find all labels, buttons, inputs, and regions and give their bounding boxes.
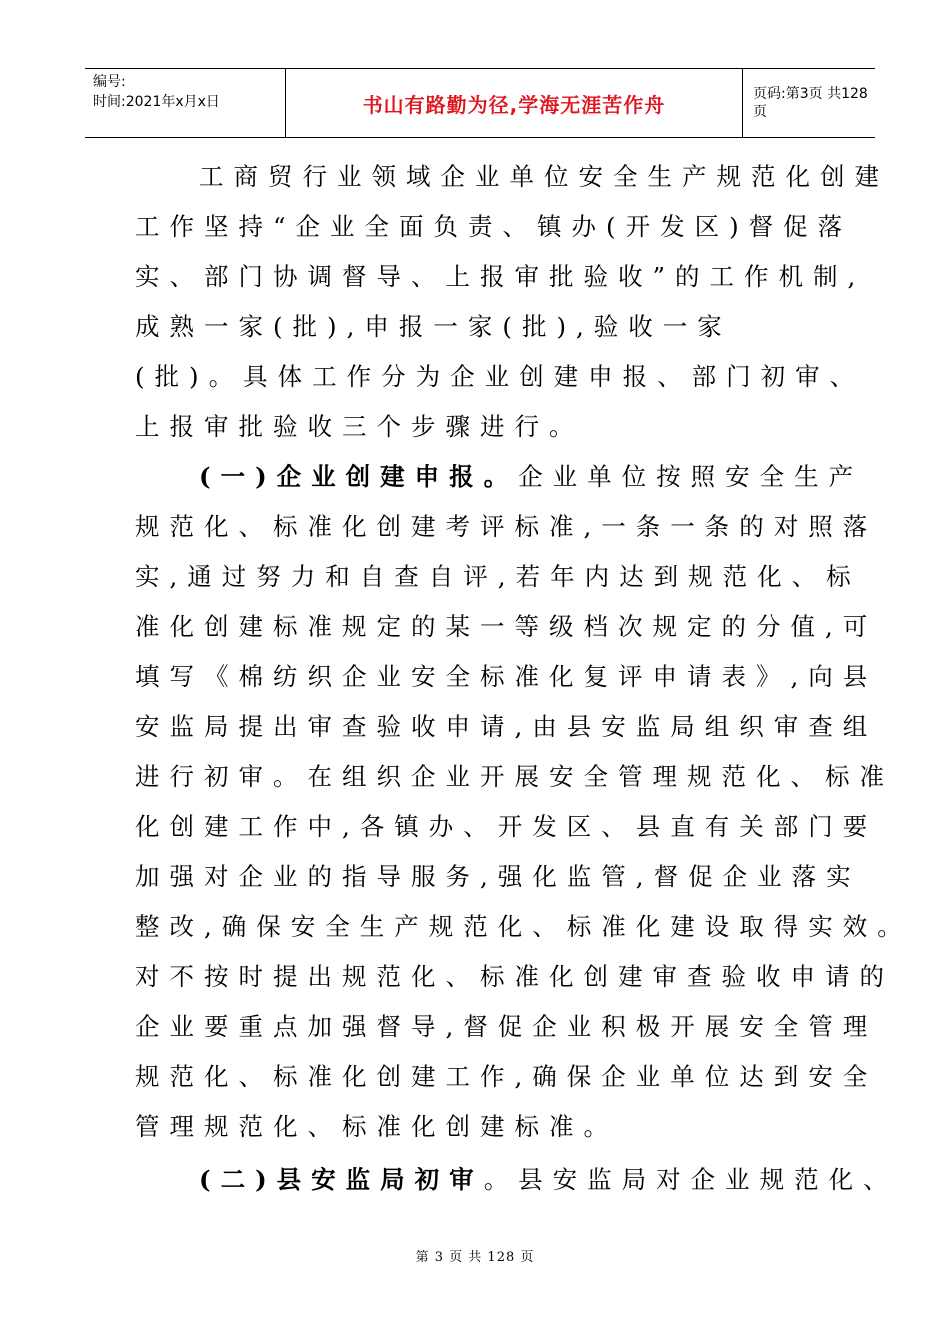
- header-page-cell: [743, 69, 875, 137]
- paragraph-line: [135, 260, 865, 294]
- section-heading-line: [199, 1163, 898, 1197]
- paragraph-line: [135, 210, 852, 244]
- document-time-label: 时间:2021年x月x日: [93, 94, 220, 110]
- line-text: 管理规范化、标准化创建标准。: [135, 1112, 618, 1141]
- header-page-info: 页码:第3页 共128页: [753, 86, 868, 120]
- header-meta: [85, 69, 285, 137]
- section-heading-line: [199, 460, 863, 494]
- paragraph-line: [199, 160, 889, 194]
- document-number-label: 编号:: [93, 74, 126, 90]
- line-text: 企业单位按照安全生产: [518, 462, 864, 491]
- paragraph-line: [135, 510, 877, 544]
- line-text: 安监局提出审查验收申请,由县安监局组织审查组: [135, 712, 878, 741]
- header-motto-cell: [285, 69, 743, 137]
- line-text: 。县安监局对企业规范化、: [483, 1165, 898, 1194]
- line-text: 工作坚持“企业全面负责、镇办(开发区)督促落: [135, 212, 853, 241]
- paragraph-line: [135, 760, 894, 794]
- line-text: 规范化、标准化创建考评标准,一条一条的对照落: [135, 512, 878, 541]
- paragraph-line: [135, 1110, 618, 1144]
- line-text: 加强对企业的指导服务,强化监管,督促企业落实: [135, 862, 861, 891]
- line-text: 准化创建标准规定的某一等级档次规定的分值,可: [135, 612, 878, 641]
- page-header: [85, 68, 875, 138]
- section-heading-2: (二)县安监局初审: [199, 1165, 484, 1194]
- paragraph-line: [135, 310, 732, 344]
- paragraph-line: [135, 360, 864, 394]
- line-text: 进行初审。在组织企业开展安全管理规范化、标准: [135, 762, 894, 791]
- line-text: 工商贸行业领域企业单位安全生产规范化创建: [199, 162, 889, 191]
- section-heading-1: (一)企业创建申报。: [199, 462, 519, 491]
- paragraph-line: [135, 610, 877, 644]
- header-motto: 书山有路勤为径,学海无涯苦作舟: [362, 92, 666, 117]
- paragraph-line: [135, 810, 877, 844]
- paragraph-line: [135, 660, 877, 694]
- paragraph-line: [135, 560, 861, 594]
- line-text: 上报审批验收三个步骤进行。: [135, 412, 584, 441]
- page-footer: 第 3 页 共 128 页: [415, 1250, 535, 1265]
- line-text: 对不按时提出规范化、标准化创建审查验收申请的: [135, 962, 894, 991]
- line-text: 整改,确保安全生产规范化、标准化建设取得实效。: [135, 912, 912, 941]
- paragraph-line: [135, 960, 894, 994]
- paragraph-line: [135, 1010, 877, 1044]
- line-text: 成熟一家(批),申报一家(批),验收一家: [135, 312, 732, 341]
- paragraph-line: [135, 1060, 877, 1094]
- paragraph-line: [135, 910, 912, 944]
- line-text: 化创建工作中,各镇办、开发区、县直有关部门要: [135, 812, 878, 841]
- line-text: (批)。具体工作分为企业创建申报、部门初审、: [135, 362, 865, 391]
- paragraph-line: [135, 860, 861, 894]
- line-text: 规范化、标准化创建工作,确保企业单位达到安全: [135, 1062, 878, 1091]
- line-text: 实,通过努力和自查自评,若年内达到规范化、标: [135, 562, 861, 591]
- line-text: 填写《棉纺织企业安全标准化复评申请表》,向县: [135, 662, 878, 691]
- line-text: 实、部门协调督导、上报审批验收”的工作机制,: [135, 262, 866, 291]
- paragraph-line: [135, 410, 584, 444]
- line-text: 企业要重点加强督导,督促企业积极开展安全管理: [135, 1012, 878, 1041]
- paragraph-line: [135, 710, 877, 744]
